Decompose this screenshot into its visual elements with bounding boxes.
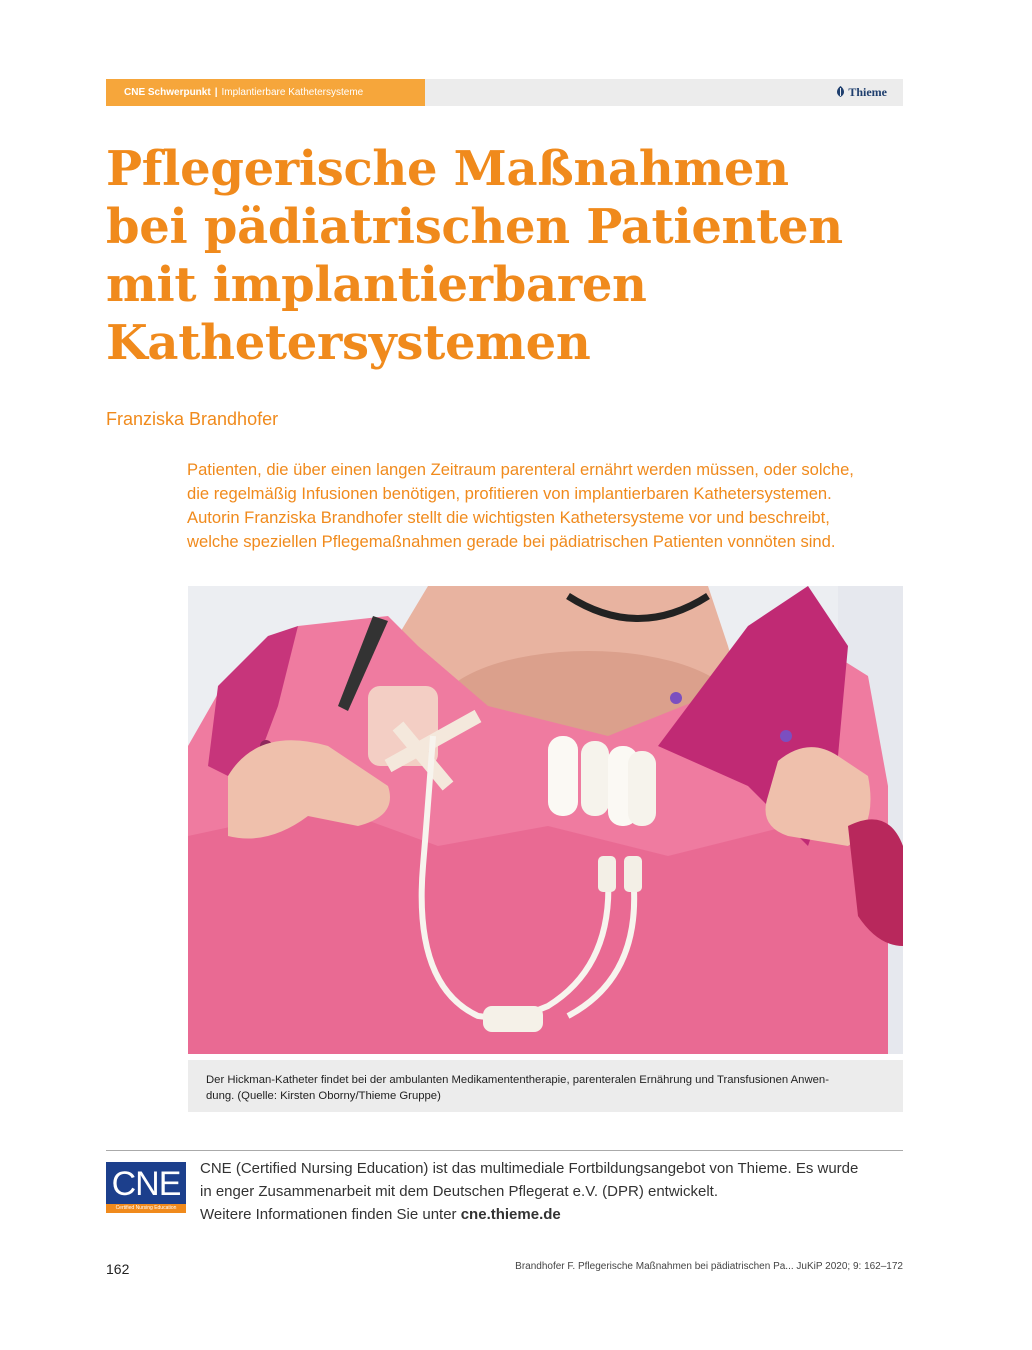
article-abstract bbox=[187, 458, 903, 554]
title-line: Kathetersystemen bbox=[106, 315, 591, 371]
cne-logo-text: CNE bbox=[111, 1165, 181, 1203]
caption-line: dung. (Quelle: Kirsten Oborny/Thieme Gruppe) bbox=[206, 1090, 441, 1102]
running-header bbox=[106, 79, 903, 106]
hickman-catheter-photo bbox=[188, 586, 903, 1054]
figure-caption bbox=[188, 1060, 903, 1112]
page-number: 162 bbox=[106, 1261, 130, 1277]
title-line: mit implantierbaren bbox=[106, 257, 647, 313]
divider bbox=[106, 1150, 903, 1151]
caption-line: Der Hickman-Katheter findet bei der ambulanten Medikamententherapie, parenteralen Ernährung und Transfusionen Anwen- bbox=[206, 1074, 829, 1086]
author-name: Franziska Brandhofer bbox=[106, 409, 279, 429]
citation-footer: Brandhofer F. Pflegerische Maßnahmen bei pädiatrischen Pa... JuKiP 2020; 9: 162–172 bbox=[515, 1261, 903, 1272]
article-title bbox=[106, 140, 906, 372]
section-name: CNE Schwerpunkt bbox=[124, 87, 211, 98]
cne-logo-subtext: Certified Nursing Education bbox=[106, 1204, 186, 1213]
cne-logo bbox=[106, 1162, 186, 1213]
cne-link[interactable]: cne.thieme.de bbox=[460, 1206, 561, 1223]
thieme-emblem-icon bbox=[836, 86, 845, 97]
title-line: bei pädiatrischen Patienten bbox=[106, 199, 843, 255]
cne-info bbox=[200, 1157, 910, 1226]
header-separator: | bbox=[214, 87, 218, 98]
title-line: Pflegerische Maßnahmen bbox=[106, 141, 789, 197]
section-label bbox=[106, 79, 425, 106]
cne-info-line: in enger Zusammenarbeit mit dem Deutschen Pflegerat e.V. (DPR) entwickelt. bbox=[200, 1183, 719, 1200]
article-photo bbox=[188, 586, 903, 1054]
publisher-name: Thieme bbox=[848, 85, 887, 99]
abstract-line: welche speziellen Pflegemaßnahmen gerade bei pädiatrischen Patienten vonnöten sind. bbox=[187, 532, 836, 551]
publisher-logo bbox=[836, 79, 887, 106]
abstract-line: Autorin Franziska Brandhofer stellt die wichtigsten Kathetersysteme vor und beschreibt, bbox=[187, 508, 830, 527]
abstract-line: Patienten, die über einen langen Zeitraum parenteral ernährt werden müssen, oder solche, bbox=[187, 460, 854, 479]
section-topic: Implantierbare Kathetersysteme bbox=[221, 87, 364, 98]
cne-info-line: CNE (Certified Nursing Education) ist das multimediale Fortbildungsangebot von Thieme. Es wurde bbox=[200, 1160, 859, 1177]
cne-info-line: Weitere Informationen finden Sie unter bbox=[200, 1206, 461, 1223]
abstract-line: die regelmäßig Infusionen benötigen, profitieren von implantierbaren Kathetersystemen. bbox=[187, 484, 832, 503]
